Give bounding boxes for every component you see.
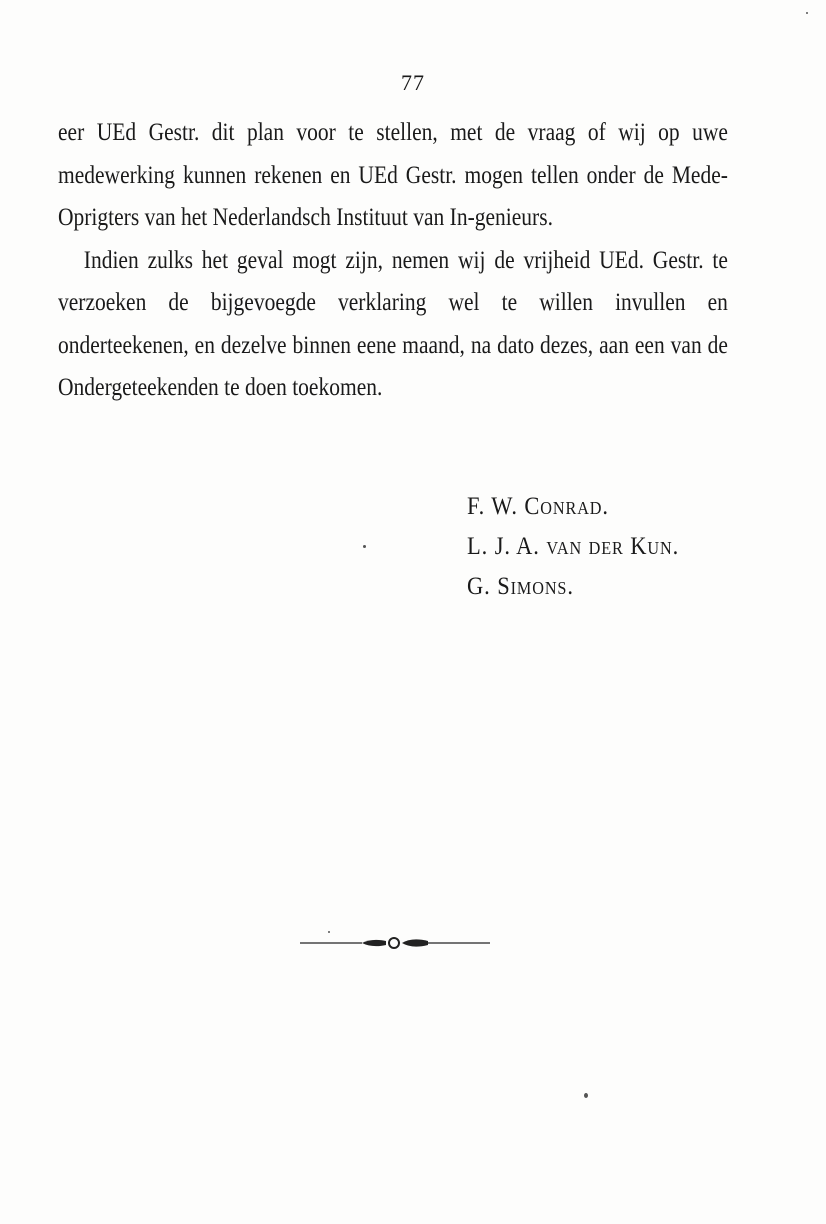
print-speck	[806, 12, 808, 14]
signature-initials: G.	[467, 573, 491, 600]
signature-name: Simons.	[497, 573, 574, 600]
signature-initials: F. W.	[467, 493, 518, 520]
signature-line-1	[467, 487, 679, 527]
print-speck	[584, 1093, 588, 1098]
signature-name: Conrad.	[524, 493, 609, 520]
print-speck	[328, 931, 330, 933]
signature-line-3	[467, 567, 679, 607]
body-text	[58, 112, 728, 410]
paragraph-1: eer UEd Gestr. dit plan voor te stellen, met de vraag of wij op uwe medewerking kunnen rekenen en UEd Gestr. mogen tellen onder de Mede-Oprigters van het Nederlandsch Instituut van In-genieurs.	[58, 119, 728, 231]
signature-line-2	[467, 527, 679, 567]
ornamental-divider-icon	[300, 930, 490, 954]
signature-initials: L. J. A.	[467, 533, 540, 560]
page-number: 77	[401, 70, 425, 95]
signature-block	[467, 487, 679, 607]
signature-name: van der Kun.	[546, 533, 680, 560]
paragraph-2: Indien zulks het geval mogt zijn, nemen wij de vrijheid UEd. Gestr. te verzoeken de bijgevoegde verklaring wel te willen invullen en onderteekenen, en dezelve binnen eene maand, na dato dezes, aan een van de Ondergeteekenden te doen toekomen.	[58, 246, 728, 401]
print-speck	[363, 545, 366, 548]
